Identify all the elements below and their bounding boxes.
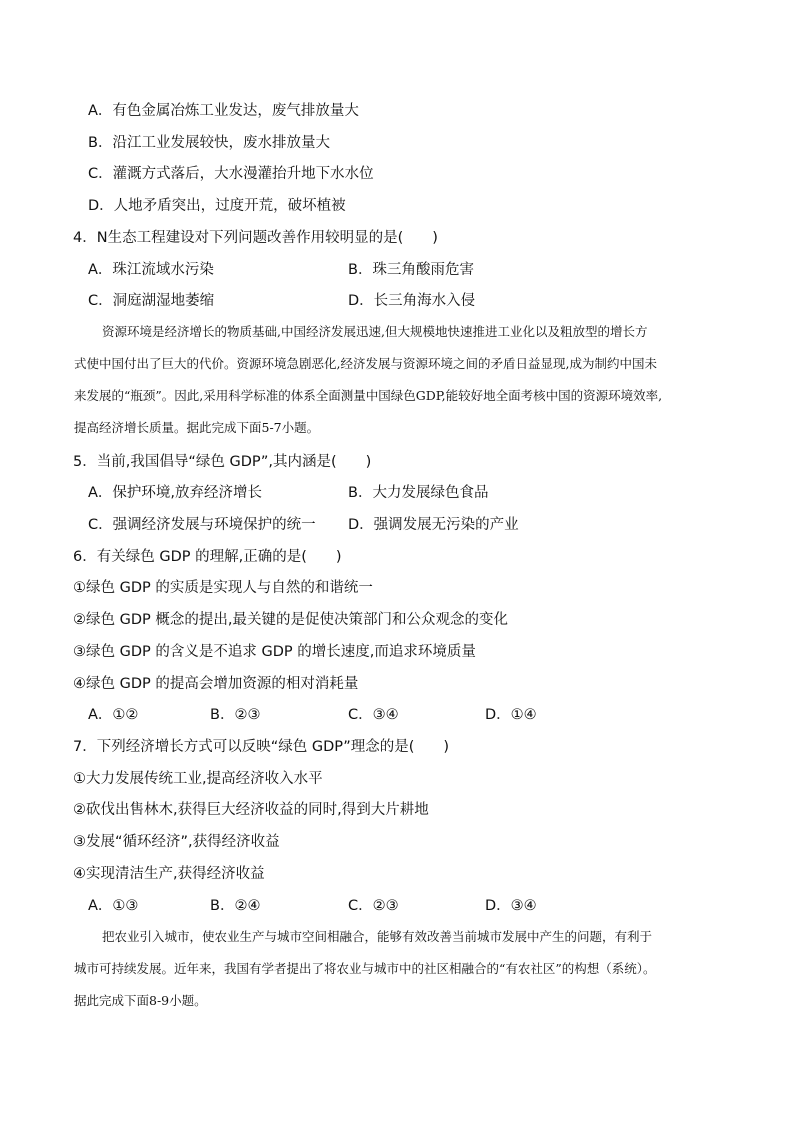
q6-option-c: C．③④ <box>348 707 399 723</box>
passage1-line: 来发展的“瓶颈”。因此,采用科学标准的体系全面测量中国绿色GDP,能较好地全面考核中国的资源环境效率, <box>74 388 663 403</box>
q7-option-a: A．①③ <box>88 898 139 914</box>
passage1-line: 式使中国付出了巨大的代价。资源环境急剧恶化,经济发展与资源环境之间的矛盾日益显现,成为制约中国未 <box>74 356 657 371</box>
q4-option-a: A．珠江流域水污染 <box>88 262 214 278</box>
q6-item-2: ②绿色 GDP 概念的提出,最关键的是促使决策部门和公众观念的变化 <box>73 612 508 628</box>
q3-option-d: D．人地矛盾突出，过度开荒，破坏植被 <box>88 198 346 214</box>
q5-option-a: A．保护环境,放弃经济增长 <box>88 485 263 501</box>
q5-option-d: D．强调发展无污染的产业 <box>348 517 519 533</box>
q7-item-4: ④实现清洁生产,获得经济收益 <box>73 866 265 882</box>
passage2-line: 城市可持续发展。近年来，我国有学者提出了将农业与城市中的社区相融合的“有农社区”的构想（系统）。 <box>74 961 656 976</box>
q4-option-b: B．珠三角酸雨危害 <box>348 262 474 278</box>
q4-option-c: C．洞庭湖湿地萎缩 <box>88 293 215 309</box>
q7-option-d: D．③④ <box>485 898 537 914</box>
q6-option-a: A．①② <box>88 707 139 723</box>
passage-urban-agriculture <box>74 921 726 1017</box>
q6-option-b: B．②③ <box>210 707 261 723</box>
passage-green-gdp <box>74 316 726 444</box>
q6-stem: 6．有关绿色 GDP 的理解,正确的是( ) <box>73 549 342 565</box>
q5-option-c: C．强调经济发展与环境保护的统一 <box>88 517 316 533</box>
q3-option-a: A．有色金属冶炼工业发达，废气排放量大 <box>88 103 359 119</box>
q7-option-c: C．②③ <box>348 898 399 914</box>
q7-item-3: ③发展“循环经济”,获得经济收益 <box>73 834 280 850</box>
q6-option-d: D．①④ <box>485 707 537 723</box>
passage2-line: 据此完成下面8-9小题。 <box>74 993 207 1008</box>
q3-option-b: B．沿江工业发展较快，废水排放量大 <box>88 135 330 151</box>
passage1-line: 提高经济增长质量。据此完成下面5-7小题。 <box>74 420 320 435</box>
q7-option-b: B．②④ <box>210 898 261 914</box>
q5-option-b: B．大力发展绿色食品 <box>348 485 489 501</box>
q7-item-2: ②砍伐出售林木,获得巨大经济收益的同时,得到大片耕地 <box>73 802 429 818</box>
q4-stem: 4．N生态工程建设对下列问题改善作用较明显的是( ) <box>73 230 438 246</box>
q6-item-1: ①绿色 GDP 的实质是实现人与自然的和谐统一 <box>73 580 373 596</box>
passage1-line: 资源环境是经济增长的物质基础,中国经济发展迅速,但大规模地快速推进工业化以及粗放型的增长方 <box>102 324 648 339</box>
q7-item-1: ①大力发展传统工业,提高经济收入水平 <box>73 771 323 787</box>
q6-item-4: ④绿色 GDP 的提高会增加资源的相对消耗量 <box>73 676 359 692</box>
passage2-line: 把农业引入城市，使农业生产与城市空间相融合，能够有效改善当前城市发展中产生的问题，有利于 <box>102 929 653 944</box>
q3-option-c: C．灌溉方式落后，大水漫灌抬升地下水水位 <box>88 166 374 182</box>
q6-item-3: ③绿色 GDP 的含义是不追求 GDP 的增长速度,而追求环境质量 <box>73 644 476 660</box>
q7-stem: 7．下列经济增长方式可以反映“绿色 GDP”理念的是( ) <box>73 739 450 755</box>
q5-stem: 5．当前,我国倡导“绿色 GDP”,其内涵是( ) <box>73 454 372 470</box>
q4-option-d: D．长三角海水入侵 <box>348 293 476 309</box>
